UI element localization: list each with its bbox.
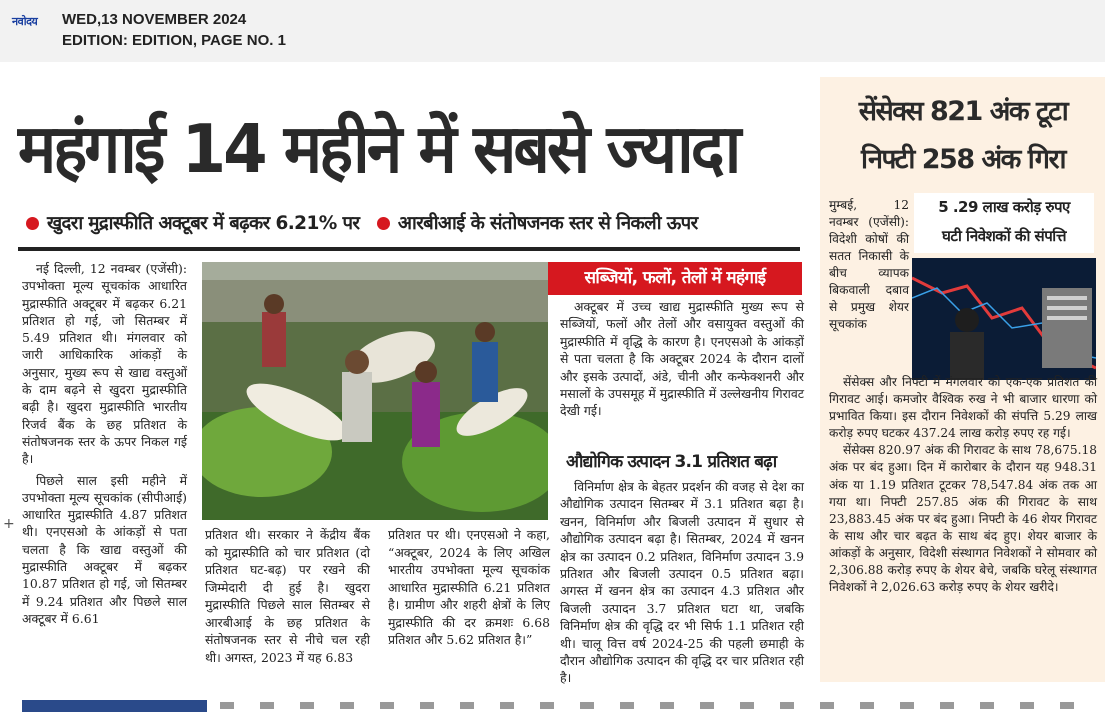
story-paragraph: अक्टूबर में उच्च खाद्य मुद्रास्फीति मुख्य रूप से सब्जियों, फलों और तेलों और वसायुक्त वस्तुओं की मुद्रास्फीति में वृद्धि के कारण है। एनएसओ के आंकड़ों से पता चलता है कि अक्टूबर 2024 के दौरान दालों और इसके उत्पादों, अंडे, चीनी और कन्फेक्शनरी और मसालों के उपसमूह में मुद्रास्फीति में उल्लेखनीय गिरावट देखी गई। (560, 299, 804, 419)
edition-info (62, 9, 286, 51)
market-photo-illustration (202, 262, 548, 520)
sensex-headline-line2: निफ्टी 258 अंक गिरा (860, 144, 1066, 175)
stock-crash-illustration (912, 258, 1096, 380)
story-column-3: प्रतिशत पर थी। एनएसओ ने कहा, “अक्टूबर, 2024 के लिए अखिल भारतीय उपभोक्ता मूल्य सूचकांक आधारित मुद्रास्फीति 6.21 प्रतिशत है। ग्रामीण और शहरी क्षेत्रों के लिए मुद्रास्फीति की दर क्रमशः 6.68 प्रतिशत और 5.62 प्रतिशत है।” (388, 527, 550, 647)
vegetable-inflation-body (560, 298, 804, 420)
industrial-output-title: औद्योगिक उत्पादन 3.1 प्रतिशत बढ़ा (566, 452, 777, 472)
vegetable-market-photo (202, 262, 548, 520)
headline-divider (18, 247, 800, 251)
story-paragraph: विनिर्माण क्षेत्र के बेहतर प्रदर्शन की वजह से देश का औद्योगिक उत्पादन सितम्बर में 3.1 प्रतिशत बढ़ा है। खनन, विनिर्माण और बिजली उत्पादन में सुधार से औद्योगिक उत्पादन बढ़ा है। सितम्बर, 2024 में खनन क्षेत्र का उत्पादन 0.2 प्रतिशत, विनिर्माण उत्पादन 3.9 प्रतिशत और बिजली उत्पादन 0.5 प्रतिशत बढ़ा। अगस्त में खनन क्षेत्र का उत्पादन 4.3 प्रतिशत और बिजली उत्पादन 3.7 प्रतिशत घटा था, जबकि विनिर्माण क्षेत्र की वृद्धि दर भी सिर्फ 1.1 प्रतिशत रही थी। चालू वित्त वर्ष 2024-25 की पहली छमाही के दौरान औद्योगिक उत्पादन की वृद्धि दर चार प्रतिशत रही है। (560, 479, 804, 686)
edition-page: EDITION: EDITION, PAGE NO. 1 (62, 32, 286, 49)
edition-date: WED,13 NOVEMBER 2024 (62, 11, 247, 28)
vegetable-inflation-title: सब्जियों, फलों, तेलों में महंगाई (548, 262, 802, 295)
industrial-output-body (560, 478, 804, 687)
subhead-retail-inflation: खुदरा मुद्रास्फीति अक्टूबर में बढ़कर 6.21% पर (47, 213, 360, 234)
bullet-icon (26, 217, 39, 230)
newspaper-logo: नवोदय (12, 15, 38, 28)
investor-wealth-line2: घटी निवेशकों की संपत्ति (942, 227, 1066, 245)
crop-mark-icon: + (3, 516, 15, 532)
bullet-icon (377, 217, 390, 230)
stock-market-photo (912, 258, 1096, 380)
sensex-dateline-column: मुम्बई, 12 नवम्बर (एजेंसी): विदेशी कोषों की सतत निकासी के बीच व्यापक बिकवाली दबाव से प्रमुख शेयर सूचकांक (829, 198, 909, 331)
viewer-topbar (0, 0, 1105, 62)
sensex-body (829, 374, 1097, 596)
story-paragraph: पिछले साल इसी महीने में उपभोक्ता मूल्य सूचकांक (सीपीआई) आधारित मुद्रास्फीति 4.87 प्रतिशत थी। एनएसओ के आंकड़ों से पता चलता है कि खाद्य वस्तुओं की मुद्रास्फीति अक्टूबर में बढ़कर 10.87 प्रतिशत हो गई, जो सितम्बर में 9.24 प्रतिशत और पिछले साल अक्टूबर में 6.61 (22, 472, 187, 626)
main-subhead (26, 208, 806, 240)
main-headline: महंगाई 14 महीने में सबसे ज्यादा (18, 111, 739, 189)
investor-wealth-line1: 5 .29 लाख करोड़ रुपए (938, 198, 1070, 216)
sensex-headline-line1: सेंसेक्स 821 अंक टूटा (858, 96, 1068, 127)
next-story-text-fragment (220, 702, 1100, 709)
story-column-1 (22, 260, 187, 631)
story-paragraph: सेंसेक्स 820.97 अंक की गिरावट के साथ 78,675.18 अंक पर बंद हुआ। दिन में कारोबार के दौरान यह 948.31 अंक या 1.19 प्रतिशत टूटकर 78,547.84 अंक तक आ गया था। निफ्टी 257.85 अंक की गिरावट के साथ 23,883.45 अंक पर बंद हुआ। निफ्टी के 46 शेयर गिरावट के साथ और चार बढ़त के साथ बंद हुए। शेयर बाजार के आंकड़ों के अनुसार, विदेशी संस्थागत निवेशकों ने सोमवार को 2,306.88 करोड़ रुपए के शेयर बेचे, जबकि घरेलू संस्थागत निवेशकों ने 2,026.63 करोड़ रुपए के शेयर खरीदे। (829, 443, 1097, 595)
story-paragraph: सेंसेक्स और निफ्टी में मंगलवार को एक-एक प्रतिशत की गिरावट आई। कमजोर वैश्विक रुख ने भी बाजार धारणा को प्रभावित किया। इस दौरान निवेशकों की संपत्ति 5.29 लाख करोड़ रुपए घटकर 437.24 लाख करोड़ रुपए रह गई। (829, 375, 1097, 441)
next-story-strip (22, 700, 207, 712)
investor-wealth-box (914, 193, 1094, 253)
story-paragraph: नई दिल्ली, 12 नवम्बर (एजेंसी): उपभोक्ता मूल्य सूचकांक आधारित मुद्रास्फीति अक्टूबर में बढ़कर 6.21 प्रतिशत हो गई, जो सितम्बर में 5.49 प्रतिशत थी। मंगलवार को जारी आधिकारिक आंकड़ों के अनुसार, मुख्य रूप से खाद्य वस्तुओं के दाम बढ़ने से खुदरा मुद्रास्फीति बढ़ी है। खुदरा मुद्रास्फीति भारतीय रिजर्व बैंक के छह प्रतिशत के संतोषजनक स्तर के ऊपर निकल गई है। (22, 261, 187, 467)
story-column-2: प्रतिशत थी। सरकार ने केंद्रीय बैंक को मुद्रास्फीति को चार प्रतिशत (दो प्रतिशत घट-बढ़) पर रखने की जिम्मेदारी दी हुई है। खुदरा मुद्रास्फीति पिछले साल सितम्बर से आरबीआई के छह प्रतिशत के संतोषजनक स्तर से नीचे चल रही थी। अगस्त, 2023 में यह 6.83 (205, 527, 370, 665)
subhead-rbi-level: आरबीआई के संतोषजनक स्तर से निकली ऊपर (397, 213, 698, 234)
sensex-headline (824, 88, 1102, 184)
